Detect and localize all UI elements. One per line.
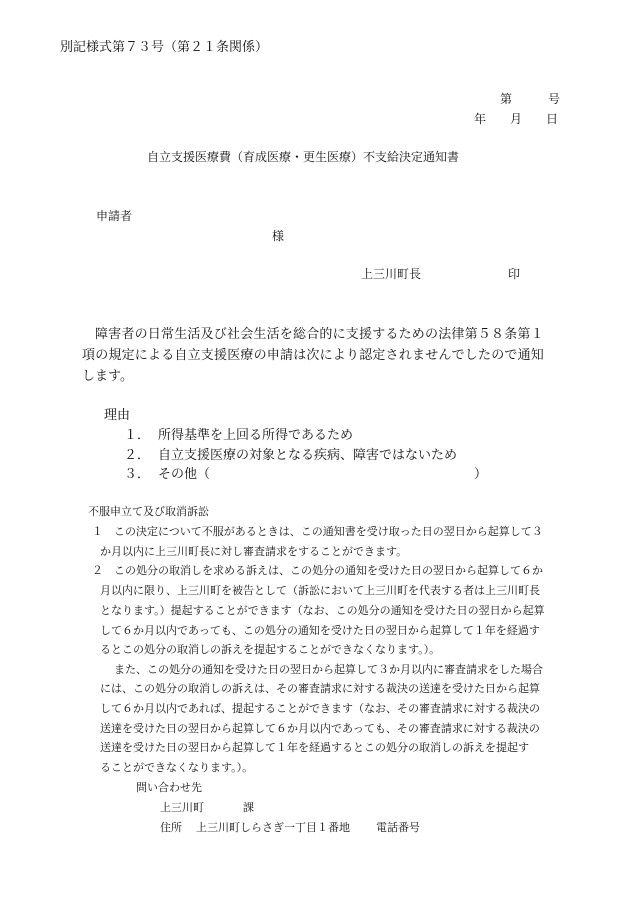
reason-item-2 [124, 444, 457, 463]
appeal-item-2-num: ２ [92, 564, 103, 577]
contact-ka: 課 [243, 801, 254, 814]
reason-num: ２． [124, 448, 151, 463]
issuer-name: 上三川町長 [361, 267, 422, 281]
applicant-sama: 様 [272, 229, 285, 243]
reason-item-1 [124, 424, 353, 443]
body-line-2: 項の規定による自立支援医療の申請は次により認定されませんでしたので通知 [82, 348, 545, 363]
appeal-item-1-line: この決定について不服があるときは、この通知書を受け取った日の翌日から起算して３ [114, 525, 543, 538]
appeal-item-2-line: には、この処分の取消しの訴えは、その審査請求に対する裁決の送達を受けた日から起算 [100, 682, 540, 695]
form-number: 別記様式第７３号（第２１条関係） [60, 40, 269, 55]
reason-text: 自立支援医療の対象となる疾病、障害ではないため [158, 448, 458, 463]
contact-label: 問い合わせ先 [136, 781, 202, 794]
contact-town: 上三川町 [160, 801, 204, 814]
applicant-label: 申請者 [96, 209, 133, 223]
appeal-item-2-line: 月以内に限り、上三川町を被告として（訴訟において上三川町を代表する者は上三川町長 [100, 584, 540, 597]
appeal-item-1-num: １ [92, 525, 103, 538]
appeal-item-2-line: 送達を受けた日の翌日から起算して１年を経過するとこの処分の取消しの訴えを提起す [100, 741, 529, 754]
appeal-item-2-line: して６か月以内であれば、提起することができます（なお、その審査請求に対する裁決の [100, 702, 540, 715]
date-line: 年 月 日 [474, 112, 559, 126]
document-title: 自立支援医療費（育成医療・更生医療）不支給決定通知書 [147, 150, 460, 164]
appeal-heading: 不服申立て及び取消訴訟 [88, 505, 209, 518]
reason-3-close-paren: ） [474, 467, 488, 482]
appeal-item-2-line: この処分の取消しを求める訴えは、この処分の通知を受けた日の翌日から起算して６か [114, 564, 543, 577]
appeal-item-1-line: か月以内に上三川町長に対し審査請求をすることができます。 [100, 545, 408, 558]
appeal-item-2-line: ることができなくなります。）。 [100, 761, 254, 774]
appeal-item-2-line: して６か月以内であっても、この処分の通知を受けた日の翌日から起算して１年を経過す [100, 624, 540, 637]
body-line-1: 障害者の日常生活及び社会生活を総合的に支援するための法律第５８条第１ [95, 327, 544, 342]
reason-text: 所得基準を上回る所得であるため [158, 428, 354, 443]
appeal-item-2-line: となります。）提起することができます（なお、この処分の通知を受けた日の翌日から起算 [100, 604, 545, 617]
appeal-item-2-line: 送達を受けた日の翌日から起算して６か月以内であっても、その審査請求に対する裁決の [100, 722, 540, 735]
appeal-item-2-line: るとこの処分の取消しの訴えを提起することができなくなります。）。 [100, 643, 441, 656]
document-number-line: 第 号 [500, 92, 561, 106]
issuer-seal: 印 [508, 267, 521, 281]
reason-text: その他（ [158, 467, 211, 482]
contact-address: 上三川町しらさぎ一丁目１番地 [196, 821, 350, 834]
reason-num: １． [124, 428, 151, 443]
reason-label: 理由 [104, 408, 131, 423]
reason-num: ３． [124, 467, 151, 482]
appeal-item-2-line: また、この処分の通知を受けた日の翌日から起算して３か月以内に審査請求をした場合 [114, 663, 543, 676]
contact-phone-label: 電話番号 [376, 821, 420, 834]
body-line-3: します。 [82, 369, 133, 384]
contact-address-label: 住所 [160, 821, 182, 834]
reason-item-3 [124, 463, 210, 482]
